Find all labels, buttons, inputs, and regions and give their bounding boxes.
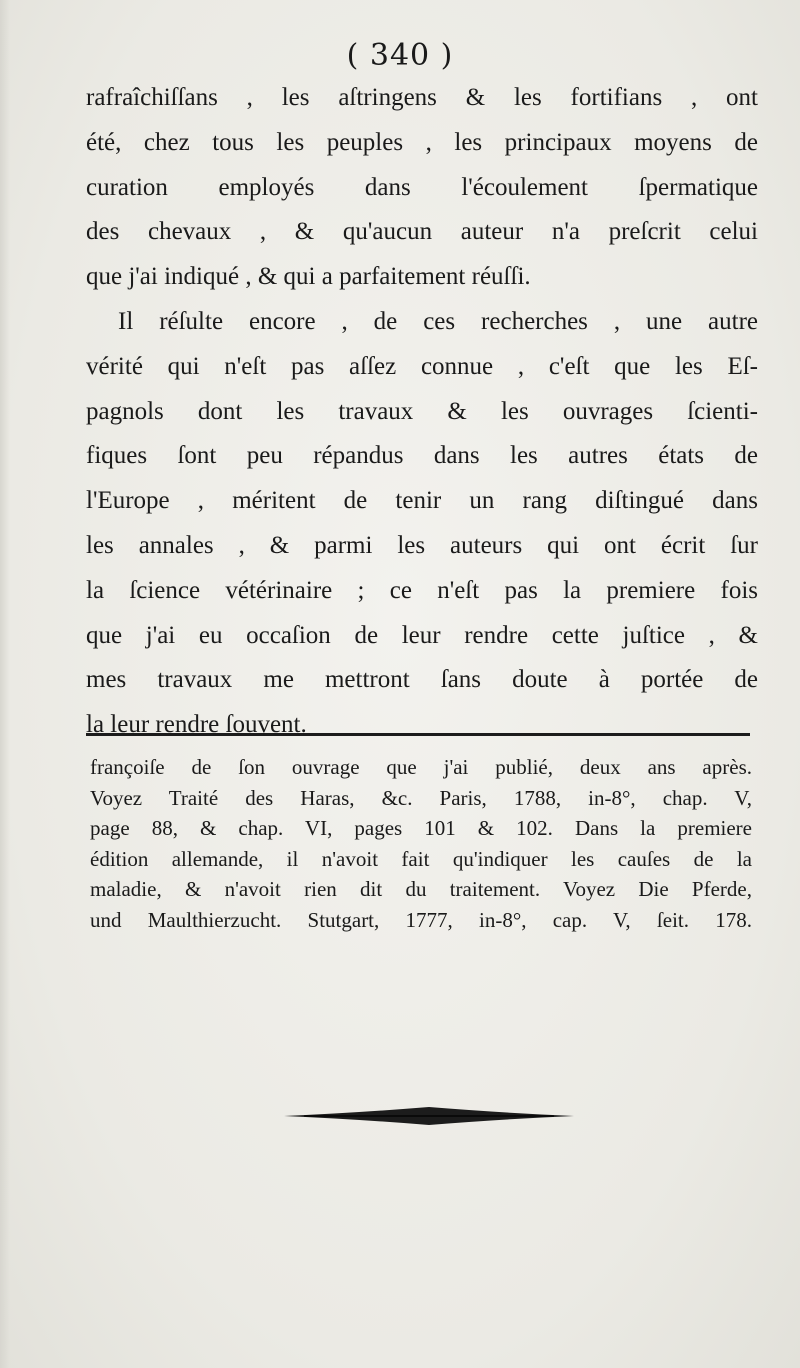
text-line: mes travaux me mettront ſans doute à portée de	[86, 666, 758, 694]
text-line: été, chez tous les peuples , les principaux moyens de	[86, 128, 758, 156]
footnote-line: françoiſe de ſon ouvrage que j'ai publié, deux ans après.	[90, 755, 752, 779]
footnote-line: édition allemande, il n'avoit fait qu'indiquer les cauſes de la	[90, 846, 752, 871]
text-line: la leur rendre ſouvent.	[86, 711, 307, 739]
text-line: que j'ai eu occaſion de leur rendre cette juſtice , &	[86, 621, 758, 649]
footnote	[90, 752, 752, 935]
text-line: la ſcience vétérinaire ; ce n'eſt pas la premiere fois	[86, 576, 758, 604]
text-line: pagnols dont les travaux & les ouvrages ſcienti-	[86, 397, 758, 425]
text-line: curation employés dans l'écoulement ſpermatique	[86, 173, 758, 201]
page-edge-shadow	[0, 0, 10, 1368]
page-number: ( 340 )	[346, 38, 454, 73]
footnote-line: und Maulthierzucht. Stutgart, 1777, in-8°, cap. V, ſeit. 178.	[90, 907, 752, 932]
footnote-separator-rule	[86, 733, 750, 736]
text-line-paragraph-start: Il réſulte encore , de ces recherches , une autre	[118, 307, 758, 335]
text-line: les annales , & parmi les auteurs qui ont écrit ſur	[86, 531, 758, 559]
tapered-rule-ornament	[284, 1104, 574, 1128]
text-line: vérité qui n'eſt pas aſſez connue , c'eſt que les Eſ-	[86, 352, 758, 380]
text-line: des chevaux , & qu'aucun auteur n'a preſcrit celui	[86, 218, 758, 246]
text-line: fiques ſont peu répandus dans les autres états de	[86, 442, 758, 470]
footnote-line: page 88, & chap. VI, pages 101 & 102. Dans la premiere	[90, 816, 752, 840]
footnote-line: maladie, & n'avoit rien dit du traitement. Voyez Die Pferde,	[90, 877, 752, 901]
footnote-line: Voyez Traité des Haras, &c. Paris, 1788, in-8°, chap. V,	[90, 785, 752, 810]
text-line: que j'ai indiqué , & qui a parfaitement réuſſi.	[86, 263, 531, 291]
main-text	[86, 76, 758, 748]
text-line: l'Europe , méritent de tenir un rang diſtingué dans	[86, 487, 758, 515]
text-line: rafraîchiſſans , les aſtringens & les fortifians , ont	[86, 84, 758, 111]
